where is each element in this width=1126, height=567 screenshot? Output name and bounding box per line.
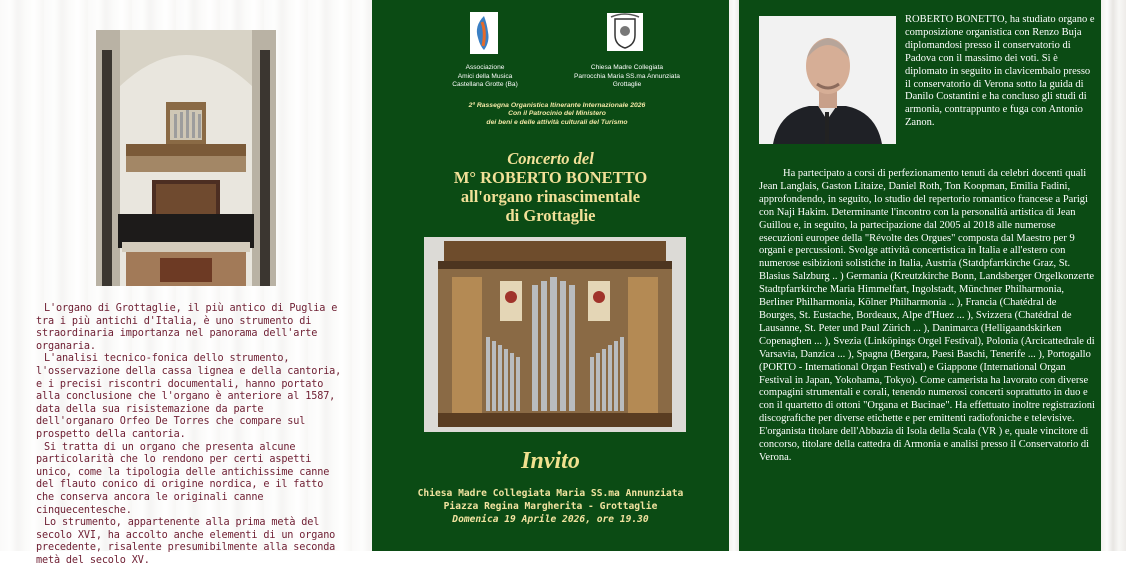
festival-info — [412, 102, 702, 127]
association-line: Associazione — [465, 64, 505, 71]
church-line: Chiesa Madre Collegiata — [590, 64, 664, 71]
biography-paragraph: Ha partecipato a corsi di perfezionamento tenuti da celebri docenti quali Jean Langlais, Gaston Litaize, Daniel Roth, Ton Koopman, Emilia Fadini, approfondendo, in seguito, lo studio del repertorio romantico francese a Parigi con Naji Hakim. Determinante l'incontro con la personalità artistica di Jean Guillou e, in seguito, la partecipazione dal 2005 al 2018 alle numerose esecuzioni europee della "Révolte des Orgues" composta dal Maestro per 9 organi e percussioni. Svolge attività concertistica in Italia e all'estero con numerose esibizioni solistiche in Italia, Austria (Statdpfarrkirche Graz, St. Blasius Salzburg .. ) Germania (Kreutzkirche Bonn, Landsberger Orgelkonzerte Stadtpfarrkirche Maria Himmelfart, Ingolstadt, Münchner Philharmonia, Berliner Philharmonia, Kölner Philharmonia .. ), Francia (Chatédral de Bourges, St. Eustache, Bordeaux, Alpe d'Huez ... ), Svizzera (Chatédral de Lausanne, St. Peter und Paul Zürich ... ), Danimarca (Helligaandskirken Copenaghen ... ), Svezia (Linköpings Orgel Festival), Polonia (Arcicattedrale di Varsavia, Danzica ... ), Spagna (Bergara, Paesi Baschi, Tenerife ... ), Portogallo (PORTO - International Organ Festival) e Giappone (International Organ Festival in Japan, Yokohama, Tokyo). Come camerista ha lavorato con diverse compagini strumentali e corali, tenendo numerosi concerti soprattutto in duo e con il quartetto di ottoni "Organa et Bucinae". Ha effettuato inoltre registrazioni discografiche per diverse etichette e per emittenti radiofoniche e televisive. — [759, 168, 1095, 425]
festival-line: 2ª Rassegna Organistica Itinerante Internazionale 2026 — [468, 102, 646, 109]
organ-photo — [424, 237, 686, 432]
right-pipes-background — [1101, 0, 1126, 551]
association-line: Amici della Musica — [457, 72, 513, 80]
organ-history-text — [36, 303, 346, 567]
venue-details — [392, 487, 709, 526]
right-panel — [739, 0, 1101, 551]
concert-date: Domenica 19 Aprile 2026, ore 19.30 — [452, 514, 649, 525]
history-paragraph: L'organo di Grottaglie, il più antico di Puglia e tra i più antichi d'Italia, è uno strumento di straordinaria importanza nel panorama dell'arte organaria. — [36, 303, 338, 352]
panel-gap — [729, 0, 739, 551]
left-panel — [0, 0, 372, 566]
title-line: all'organo rinascimentale — [460, 187, 641, 206]
invitation-heading: Invito — [521, 448, 580, 474]
biography-body — [759, 168, 1095, 465]
title-line: di Grottaglie — [505, 206, 596, 225]
church-line: Grottaglie — [612, 81, 642, 89]
performer-portrait — [759, 16, 896, 144]
history-paragraph: Si tratta di un organo che presenta alcune particolarità che lo rendono per certi aspetti unico, come la tipologia delle antichissime canne del flauto conico di origine nordica, e il fatto che conserva ancora le originali canne cinquecentesche. — [36, 441, 330, 516]
history-paragraph: Lo strumento, appartenente alla prima metà del secolo XVI, ha accolto anche elementi di un organo precedente, risalente presumibilmente alla seconda metà del secolo XV. — [36, 517, 336, 566]
church-line: Parrocchia Maria SS.ma Annunziata — [574, 72, 680, 80]
venue-name: Chiesa Madre Collegiata Maria SS.ma Annunziata — [417, 488, 684, 499]
church-coat-of-arms-logo — [607, 13, 643, 51]
festival-line: Con il Patrocinio del Ministero — [508, 110, 606, 118]
center-panel — [372, 0, 729, 551]
church-interior-photo — [96, 30, 276, 286]
title-line: Concerto del — [507, 149, 594, 168]
biography-closing: E'organista titolare dell'Abbazia di Isola della Scala (VR ) e, quale vincitore di concorso, titolare della cattedra di Armonia e analisi presso il Conservatorio di Verona. — [759, 426, 1090, 463]
performer-name: M° ROBERTO BONETTO — [453, 168, 648, 187]
venue-address: Piazza Regina Margherita - Grottaglie — [443, 501, 658, 512]
concert-title — [402, 149, 699, 225]
association-line: Castellana Grotte (Ba) — [452, 81, 518, 89]
church-name — [562, 64, 692, 90]
history-paragraph: L'analisi tecnico-fonica dello strumento, l'osservazione della cassa lignea e della cantoria, e i precisi riscontri documentali, hanno portato alla conclusione che l'organo è anteriore al 1587, data della sua risistemazione da parte dell'organaro Orfeo De Torres che compare sul prospetto della cantoria. — [36, 353, 342, 440]
association-logo — [470, 12, 498, 54]
association-name — [436, 64, 534, 90]
biography-intro: ROBERTO BONETTO, ha studiato organo e composizione organistica con Renzo Buja diplomandosi presso il conservatorio di Padova con il massimo dei voti. Si è diplomato in seguito in clavicembalo presso il conservatorio di Verona sotto la guida di Danilo Costantini e ha concluso gli studi di armonia, contrappunto e fuga con Antonio Zanon. — [905, 14, 1095, 129]
festival-line: dei beni e delle attività culturali del Turismo — [486, 118, 628, 126]
